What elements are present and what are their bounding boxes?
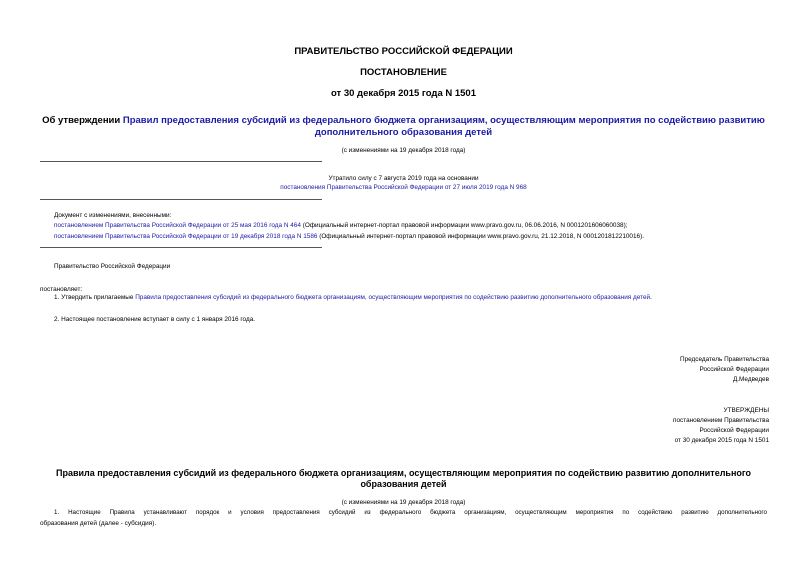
rules-changes-note: (с изменениями на 19 декабря 2018 года) [341, 499, 466, 506]
amendment-link[interactable]: постановлением Правительства Российской Федерации от 19 декабря 2018 года N 1586 [54, 233, 318, 240]
document-date-number: от 30 декабря 2015 года N 1501 [330, 88, 476, 99]
title-rules-link-cont[interactable]: дополнительного образования детей [314, 127, 493, 138]
body-government: Правительство Российской Федерации [54, 263, 171, 270]
body-paragraph-1 [54, 294, 652, 301]
p1-suffix: . [650, 294, 652, 301]
amendment-source: (Официальный интернет-портал правовой информации www.pravo.gov.ru, 06.06.2016, N 0001201606060038); [300, 222, 628, 229]
title-rules-link[interactable]: Правил предоставления субсидий из федерального бюджета организациям, осуществляющим мероприятия по содействию развитию [122, 115, 765, 126]
rules-title: Правила предоставления субсидий из федерального бюджета организациям, осуществляющим мероприятия по содействию развитию дополнительного [55, 468, 752, 478]
rules-paragraph-1-cont: образования детей (далее - субсидия). [40, 520, 157, 527]
lost-force-link-row [0, 184, 807, 191]
divider [40, 161, 322, 162]
amendment-source: (Официальный интернет-портал правовой информации www.pravo.gov.ru, 21.12.2018, N 0001201812210016). [317, 233, 645, 240]
approved-by: постановлением Правительства [673, 417, 769, 424]
approved-date: от 30 декабря 2015 года N 1501 [674, 437, 769, 444]
p1-prefix: 1. Утвердить прилагаемые [54, 294, 136, 301]
divider [40, 199, 322, 200]
signature-name: Д.Медведев [732, 376, 769, 383]
amendments-label: Документ с изменениями, внесенными: [54, 212, 172, 219]
document-title [0, 115, 807, 126]
document-type: ПОСТАНОВЛЕНИЕ [360, 67, 447, 78]
amendment-item [54, 222, 628, 229]
body-paragraph-2: 2. Настоящее постановление вступает в силу с 1 января 2016 года. [54, 316, 256, 323]
amendment-item [54, 233, 644, 240]
approved-country: Российской Федерации [699, 427, 769, 434]
title-prefix: Об утверждении [42, 115, 123, 126]
p1-rules-link[interactable]: Правила предоставления субсидий из федерального бюджета организациям, осуществляющим мероприятия по содействию развитию дополнительного образования детей [135, 294, 651, 301]
body-decrees: постановляет: [40, 286, 83, 293]
document-title-line2 [0, 127, 807, 138]
divider [40, 247, 322, 248]
changes-note: (с изменениями на 19 декабря 2018 года) [341, 147, 466, 154]
rules-paragraph-1: 1. Настоящие Правила устанавливают порядок и условия предоставления субсидий из федерального бюджета организациям, осуществляющим мероприятия по содействию развитию дополнительного [54, 509, 767, 516]
lost-force-link[interactable]: постановления Правительства Российской Федерации от 27 июля 2019 года N 968 [280, 184, 527, 191]
approved-label: УТВЕРЖДЕНЫ [723, 407, 769, 414]
signature-country: Российской Федерации [699, 366, 769, 373]
rules-title-line2: образования детей [360, 479, 447, 489]
government-heading: ПРАВИТЕЛЬСТВО РОССИЙСКОЙ ФЕДЕРАЦИИ [294, 46, 513, 57]
signature-position: Председатель Правительства [680, 356, 769, 363]
amendment-link[interactable]: постановлением Правительства Российской Федерации от 25 мая 2016 года N 464 [54, 222, 301, 229]
lost-force-text: Утратило силу с 7 августа 2019 года на основании [328, 175, 479, 182]
